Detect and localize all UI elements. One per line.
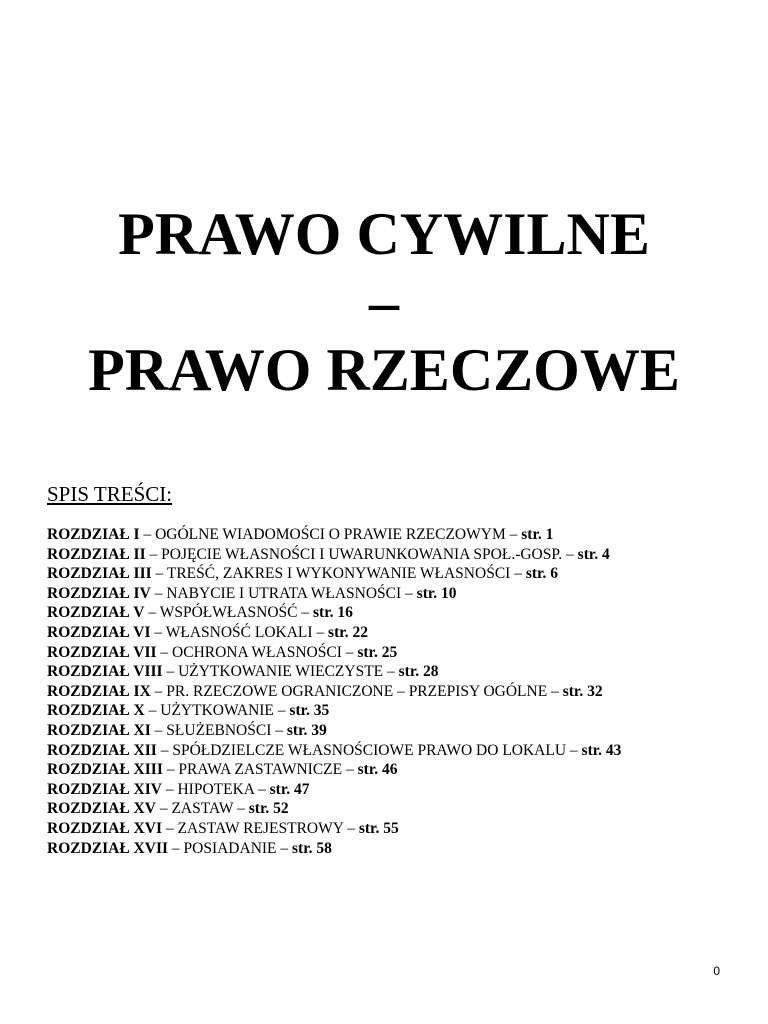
toc-entry: [47, 741, 621, 761]
toc-chapter-title: – UŻYTKOWANIE WIECZYSTE –: [162, 663, 399, 681]
toc-chapter-title: – SŁUŻEBNOŚCI –: [150, 721, 287, 739]
toc-entry: [47, 682, 621, 702]
toc-entry: [47, 780, 621, 800]
toc-chapter-label: ROZDZIAŁ VIII: [47, 663, 163, 681]
toc-chapter-label: ROZDZIAŁ I: [47, 526, 140, 543]
toc-page-ref: str. 1: [521, 526, 554, 543]
toc-page-ref: str. 4: [577, 545, 610, 563]
toc-entry: [47, 525, 621, 545]
toc-page-ref: str. 25: [357, 643, 398, 661]
toc-chapter-label: ROZDZIAŁ V: [47, 604, 145, 622]
toc-entry: [47, 623, 621, 643]
toc-chapter-title: – SPÓŁDZIELCZE WŁASNOŚCIOWE PRAWO DO LOKALU –: [156, 741, 582, 759]
toc-page-ref: str. 39: [286, 721, 327, 739]
toc-page-ref: str. 28: [398, 663, 439, 681]
title-line-1: PRAWO CYWILNE: [118, 201, 650, 267]
page-number: 0: [713, 964, 720, 978]
toc-chapter-label: ROZDZIAŁ VII: [47, 643, 157, 661]
toc-chapter-title: – ZASTAW REJESTROWY –: [161, 819, 359, 837]
toc-page-ref: str. 46: [357, 761, 398, 779]
document-title: [0, 200, 768, 404]
toc-chapter-label: ROZDZIAŁ IV: [47, 584, 151, 602]
toc-page-ref: str. 47: [269, 780, 310, 798]
toc-entry: [47, 701, 621, 721]
toc-chapter-title: – OCHRONA WŁASNOŚCI –: [156, 643, 358, 661]
toc-chapter-label: ROZDZIAŁ VI: [47, 623, 151, 641]
toc-entry: [47, 545, 621, 565]
toc-chapter-label: ROZDZIAŁ XVII: [47, 839, 169, 857]
toc-chapter-label: ROZDZIAŁ II: [47, 545, 146, 563]
toc-entry: [47, 603, 621, 623]
toc-chapter-title: – PRAWA ZASTAWNICZE –: [162, 761, 358, 779]
toc-chapter-title: – TREŚĆ, ZAKRES I WYKONYWANIE WŁASNOŚCI –: [151, 565, 526, 583]
toc-entry: [47, 819, 621, 839]
toc-chapter-label: ROZDZIAŁ IX: [47, 682, 151, 700]
toc-page-ref: str. 22: [328, 623, 368, 641]
toc-chapter-label: ROZDZIAŁ XVI: [47, 819, 162, 837]
toc-chapter-title: – UŻYTKOWANIE –: [144, 702, 290, 720]
toc-chapter-title: – POSIADANIE –: [168, 839, 293, 857]
toc-chapter-title: – ZASTAW –: [155, 800, 249, 818]
toc-entry: [47, 760, 621, 780]
toc-page-ref: str. 10: [416, 584, 457, 602]
toc-entry: [47, 584, 621, 604]
toc-heading: SPIS TREŚCI:: [47, 482, 173, 506]
toc-chapter-label: ROZDZIAŁ XV: [47, 800, 156, 818]
toc-page-ref: str. 43: [581, 741, 622, 759]
toc-chapter-title: – NABYCIE I UTRATA WŁASNOŚCI –: [150, 584, 417, 602]
toc-chapter-title: – WSPÓŁWŁASNOŚĆ –: [144, 604, 313, 622]
toc-page-ref: str. 58: [292, 839, 332, 857]
toc-page-ref: str. 32: [562, 682, 603, 700]
toc-chapter-label: ROZDZIAŁ XIII: [47, 761, 163, 779]
toc-page-ref: str. 35: [289, 702, 330, 720]
toc-chapter-label: ROZDZIAŁ X: [47, 702, 145, 720]
toc-chapter-label: ROZDZIAŁ III: [47, 565, 152, 583]
toc-chapter-label: ROZDZIAŁ XI: [47, 721, 151, 739]
toc-page-ref: str. 16: [313, 604, 353, 622]
toc-entry: [47, 564, 621, 584]
toc-chapter-title: – WŁASNOŚĆ LOKALI –: [150, 623, 329, 641]
toc-chapter-title: – HIPOTEKA –: [161, 780, 270, 798]
toc-chapter-title: – POJĘCIE WŁASNOŚCI I UWARUNKOWANIA SPOŁ.-GOSP. –: [145, 545, 578, 563]
toc-chapter-title: – OGÓLNE WIADOMOŚCI O PRAWIE RZECZOWYM –: [139, 526, 522, 543]
toc-chapter-label: ROZDZIAŁ XII: [47, 741, 157, 759]
toc-entry: [47, 799, 621, 819]
toc-entry: [47, 839, 621, 859]
toc-page-ref: str. 6: [525, 565, 558, 583]
title-dash: –: [369, 269, 399, 335]
toc-page-ref: str. 52: [248, 800, 289, 818]
toc-entry: [47, 643, 621, 663]
toc-chapter-label: ROZDZIAŁ XIV: [47, 780, 162, 798]
toc-chapter-title: – PR. RZECZOWE OGRANICZONE – PRZEPISY OGÓLNE –: [150, 682, 563, 700]
table-of-contents: [47, 525, 621, 858]
toc-entry: [47, 721, 621, 741]
toc-entry: [47, 662, 621, 682]
toc-page-ref: str. 55: [358, 819, 399, 837]
title-line-2: PRAWO RZECZOWE: [88, 337, 680, 403]
